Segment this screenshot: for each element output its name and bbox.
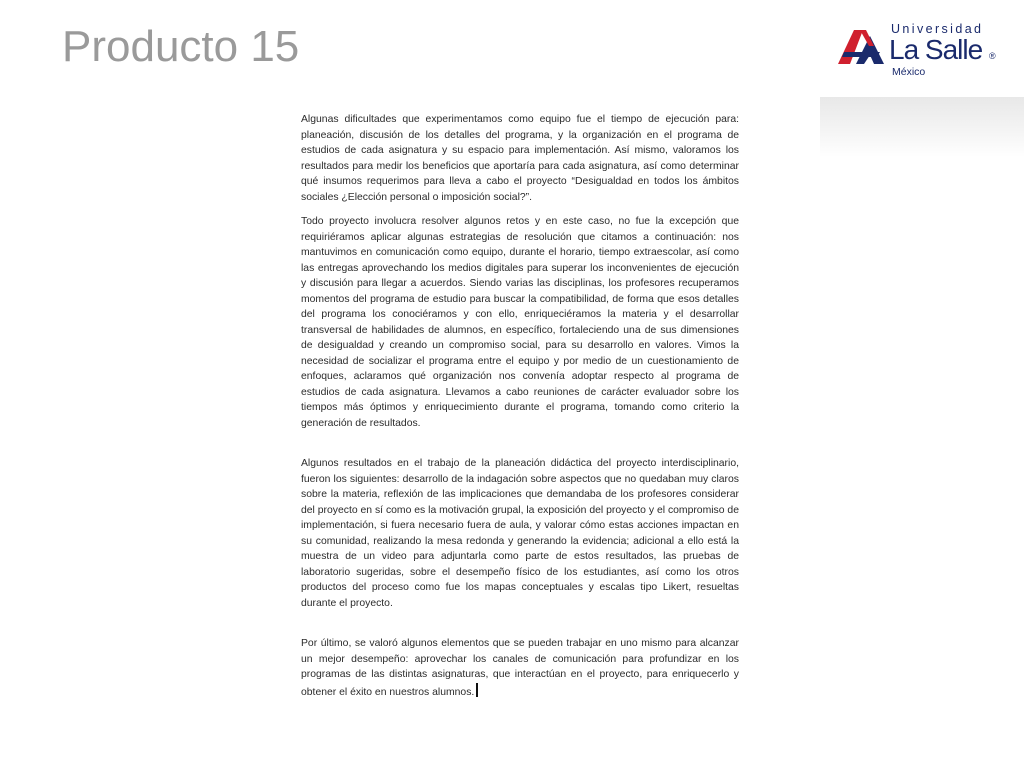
registered-mark: ® [989, 51, 996, 61]
document-paragraph-4-container [301, 636, 739, 700]
logo-top-text: Universidad [891, 22, 984, 36]
university-logo [836, 20, 1006, 80]
logo-brand-text: La Salle [889, 34, 983, 65]
lasalle-emblem-icon [836, 24, 886, 74]
logo-country-text: México [892, 66, 926, 78]
decorative-shade [820, 97, 1024, 157]
slide-title: Producto 15 [62, 22, 300, 71]
document-paragraph-2: Todo proyecto involucra resolver algunos retos y en este caso, no fue la excepción que requiriéramos aplicar algunas estrategias de resolución que citamos a continuación: nos mantuvimos en comunicación como equipo, durante el horario, tiempo extraescolar, así como las entregas aprovechando los medios digitales para superar los inconvenientes de ejecución y discusión para llegar a acuerdos. Siendo varias las disciplinas, los profesores recuperamos momentos del programa de estudio para buscar la compatibilidad, de forma que esos detalles del programa los conociéramos y con ello, enriqueciéramos la materia y el desarrollar transversal de habilidades de alumnos, en específico, fortaleciendo una de sus dimensiones de desigualdad y creando un compromiso social, para su desarrollo en valores. Vimos la necesidad de socializar el programa entre el equipo y por medio de un cuestionamiento de enfoques, aclaramos qué organización nos convenía adoptar respecto al programa de estudios de cada asignatura. Llevamos a cabo reuniones de carácter evaluador sobre los tiempos más óptimos y enriquecimiento durante el programa, tomando como criterio la generación de resultados. [301, 216, 739, 429]
document-paragraph-1: Algunas dificultades que experimentamos como equipo fue el tiempo de ejecución para: planeación, discusión de los detalles del programa, y la organización en el programa de estudios de cada asignatura y su espacio para implementación. Así mismo, valoramos los resultados para medir los beneficios que aportaría para cada asignatura, así como determinar qué insumos requerimos para lleva a cabo el proyecto “Desigualdad en todos los ámbitos sociales ¿Elección personal o imposición social?”. [301, 114, 739, 203]
document-paragraph-4: Por último, se valoró algunos elementos que se pueden trabajar en uno mismo para alcanzar un mejor desempeño: aprovechar los canales de comunicación para profundizar en los programas de las distintas asignaturas, que interactúan en el proyecto, para enriquecerlo y obtener el éxito en nuestros alumnos. [301, 638, 739, 698]
text-cursor [476, 683, 478, 697]
document-image-text [301, 112, 739, 700]
document-paragraph-3: Algunos resultados en el trabajo de la planeación didáctica del proyecto interdisciplinario, fueron los siguientes: desarrollo de la indagación sobre aspectos que no quedaban muy claros sobre la materia, reflexión de las implicaciones que demandaba de los profesores considerar del proyecto en sí como es la motivación grupal, la exposición del proyecto y el compromiso de implementación, si fuera necesario fuera de aula, y valorar cómo estas acciones impactan en su comunidad, realizando la mesa redonda y generando la evidencia; adicional a ello está la muestra de un video para adjuntarla como parte de estos resultados, las pruebas de laboratorio sugeridas, sobre el desempeño físico de los estudiantes, así como los otros productos del proceso como fue los mapas conceptuales y escalas tipo Likert, resueltas durante el proyecto. [301, 458, 739, 609]
